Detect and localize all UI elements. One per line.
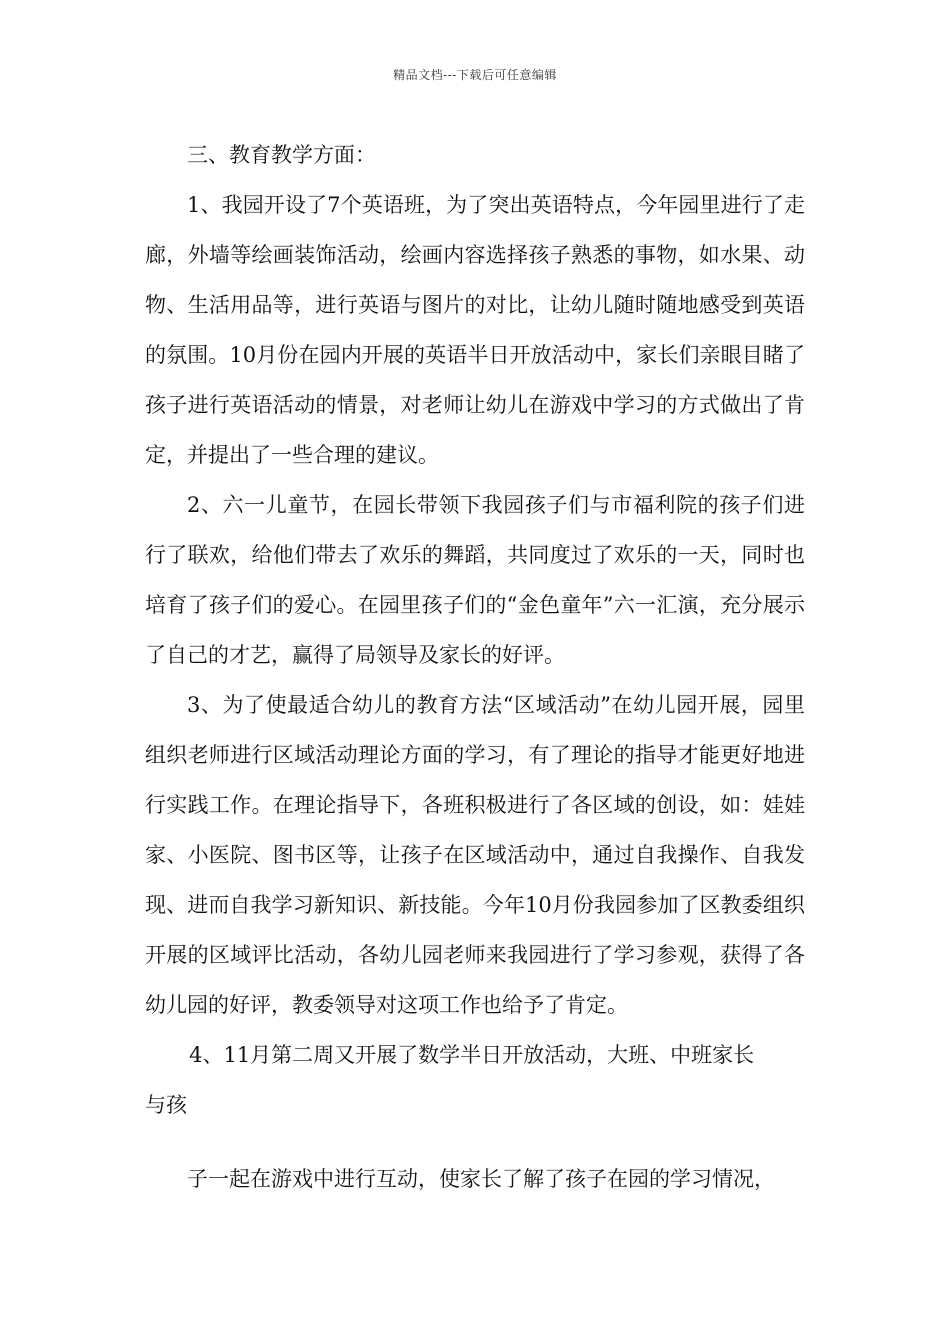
paragraph-gap [145, 1130, 805, 1154]
paragraph-4: 4、11月第二周又开展了数学半日开放活动，大班、中班家长 [189, 1043, 755, 1067]
page-header: 精品文档---下载后可任意编辑 [393, 68, 557, 82]
document-body [145, 130, 805, 1204]
paragraph-2: 2、六一儿童节，在园长带领下我园孩子们与市福利院的孩子们进行了联欢，给他们带去了欢乐的舞蹈，共同度过了欢乐的一天，同时也培育了孩子们的爱心。在园里孩子们的“金色童年”六一汇演，充分展示了自己的才艺，赢得了局领导及家长的好评。 [145, 493, 805, 667]
section-heading: 三、教育教学方面： [187, 143, 376, 167]
paragraph-4-continuation: 与孩 [145, 1093, 187, 1117]
paragraph-5: 子一起在游戏中进行互动，使家长了解了孩子在园的学习情况， [187, 1167, 775, 1191]
paragraph-3: 3、为了使最适合幼儿的教育方法“区域活动”在幼儿园开展，园里组织老师进行区域活动理论方面的学习，有了理论的指导才能更好地进行实践工作。在理论指导下，各班积极进行了各区域的创设，如：娃娃家、小医院、图书区等，让孩子在区域活动中，通过自我操作、自我发现、进而自我学习新知识、新技能。今年10月份我园参加了区教委组织开展的区域评比活动，各幼儿园老师来我园进行了学习参观，获得了各幼儿园的好评，教委领导对这项工作也给予了肯定。 [145, 693, 805, 1017]
paragraph-1: 1、我园开设了7个英语班，为了突出英语特点，今年园里进行了走廊，外墙等绘画装饰活动，绘画内容选择孩子熟悉的事物，如水果、动物、生活用品等，进行英语与图片的对比，让幼儿随时随地感受到英语的氛围。10月份在园内开展的英语半日开放活动中，家长们亲眼目睹了孩子进行英语活动的情景，对老师让幼儿在游戏中学习的方式做出了肯定，并提出了一些合理的建议。 [145, 193, 805, 467]
